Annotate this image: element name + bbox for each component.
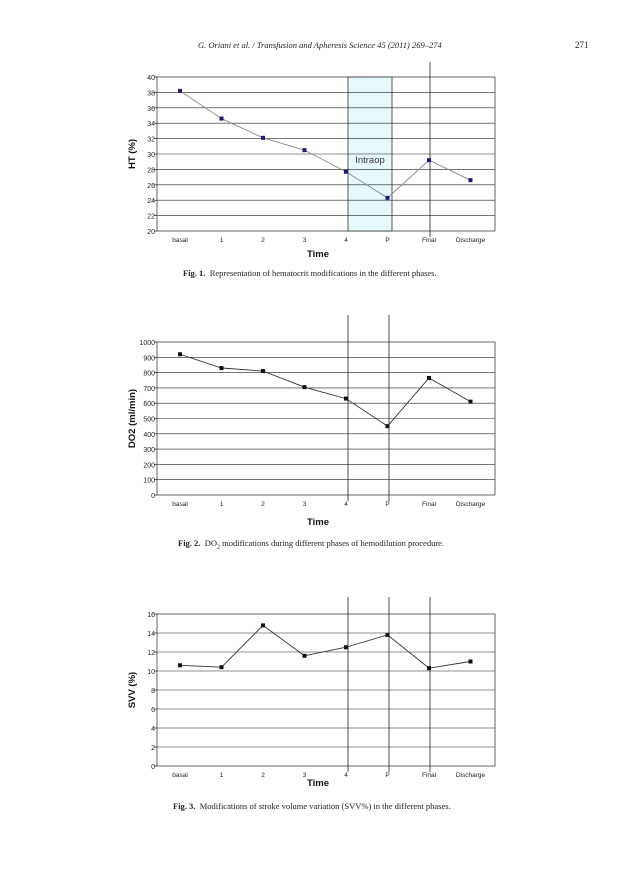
data-point — [386, 633, 390, 637]
y-tick-label: 30 — [147, 152, 155, 159]
data-point — [303, 385, 307, 389]
intraop-annotation: Intraop — [355, 155, 385, 166]
y-tick-label: 300 — [143, 447, 155, 455]
x-tick-label: P — [385, 772, 390, 779]
x-tick-label: 2 — [261, 237, 265, 244]
y-axis-title: HT (%) — [127, 138, 138, 170]
y-tick-label: 200 — [143, 462, 155, 470]
x-tick-label: Discharge — [455, 772, 486, 779]
x-tick-label: P — [385, 501, 390, 508]
x-axis-title: Time — [306, 517, 330, 528]
figure-2-caption-pre: DO — [204, 538, 217, 548]
y-tick-label: 38 — [147, 90, 155, 98]
y-tick-label: 14 — [147, 631, 155, 638]
data-point — [427, 666, 431, 670]
x-tick-label: Final — [421, 501, 437, 508]
y-tick-label: 22 — [147, 213, 155, 221]
figure-2-caption-label: Fig. 2. — [178, 538, 201, 548]
figure-3-svv-chart — [0, 592, 638, 797]
data-point — [344, 397, 348, 401]
y-tick-label: 500 — [143, 416, 155, 424]
x-tick-label: 4 — [344, 501, 348, 508]
y-tick-label: 6 — [151, 707, 155, 714]
x-tick-label: basal — [172, 237, 188, 244]
figure-2-caption-post: modifications during different phases of hemodilution procedure. — [219, 538, 445, 548]
y-tick-label: 36 — [147, 105, 155, 113]
x-axis-title: Time — [306, 249, 330, 260]
x-tick-label: 3 — [302, 501, 307, 508]
x-tick-label: 1 — [219, 237, 224, 244]
x-tick-label: Discharge — [455, 501, 486, 508]
x-tick-label: Discharge — [455, 237, 486, 244]
y-tick-label: 10 — [147, 669, 155, 676]
data-point — [303, 148, 307, 152]
figure-2-do2-chart — [0, 315, 638, 535]
x-tick-label: 2 — [261, 501, 265, 508]
y-tick-label: 26 — [147, 182, 155, 190]
x-tick-label: 3 — [302, 237, 307, 244]
data-point — [178, 352, 182, 356]
x-tick-label: 4 — [344, 772, 348, 779]
data-point — [469, 178, 473, 182]
x-tick-label: 1 — [219, 772, 224, 779]
x-tick-label: Final — [421, 772, 437, 779]
data-point — [386, 196, 390, 200]
x-tick-label: 4 — [344, 237, 348, 244]
y-tick-label: 4 — [151, 726, 155, 733]
figure-3-caption-label: Fig. 3. — [173, 801, 196, 811]
data-point — [261, 136, 265, 140]
data-point — [386, 424, 390, 428]
data-point — [220, 117, 224, 121]
y-tick-label: 0 — [151, 764, 155, 771]
y-tick-label: 800 — [143, 370, 155, 378]
page-header — [0, 40, 638, 54]
y-tick-label: 32 — [147, 136, 155, 144]
page-number: 271 — [575, 40, 589, 50]
y-tick-label: 600 — [143, 401, 155, 409]
data-point — [344, 645, 348, 649]
data-point — [469, 400, 473, 404]
y-axis-title: DO2 (ml/min) — [127, 388, 138, 449]
data-point — [220, 366, 224, 370]
figure-1-caption-label: Fig. 1. — [183, 268, 206, 278]
y-tick-label: 40 — [147, 75, 155, 82]
x-tick-label: basal — [172, 501, 188, 508]
x-tick-label: 1 — [219, 501, 224, 508]
y-tick-label: 28 — [147, 167, 155, 175]
y-tick-label: 100 — [143, 477, 155, 485]
data-point — [220, 665, 224, 669]
y-tick-label: 900 — [143, 355, 155, 363]
x-tick-label: 2 — [261, 772, 265, 779]
y-tick-label: 16 — [147, 612, 155, 619]
data-point — [261, 369, 265, 373]
data-point — [261, 623, 265, 627]
y-tick-label: 400 — [143, 431, 155, 439]
y-tick-label: 700 — [143, 385, 155, 393]
data-point — [427, 376, 431, 380]
y-tick-label: 24 — [147, 198, 155, 206]
y-tick-label: 8 — [151, 688, 155, 695]
figure-2-caption — [178, 538, 444, 551]
y-tick-label: 12 — [147, 650, 155, 657]
data-point — [469, 660, 473, 664]
figure-1-hematocrit-chart — [0, 62, 638, 260]
figure-2-caption-subscript: 2 — [216, 544, 220, 551]
y-tick-label: 1000 — [139, 340, 155, 347]
data-point — [427, 158, 431, 162]
figure-1-caption-text: Representation of hematocrit modifications in the different phases. — [209, 268, 437, 278]
figure-3-caption-text: Modifications of stroke volume variation (SVV%) in the different phases. — [199, 801, 451, 811]
y-tick-label: 2 — [151, 745, 155, 752]
x-tick-label: P — [385, 237, 390, 244]
x-tick-label: basal — [172, 772, 188, 779]
figure-1-caption — [183, 268, 437, 278]
y-tick-label: 34 — [147, 121, 155, 129]
y-tick-label: 0 — [151, 493, 155, 500]
y-tick-label: 20 — [147, 229, 155, 236]
data-point — [344, 170, 348, 174]
data-point — [303, 654, 307, 658]
x-tick-label: 3 — [302, 772, 307, 779]
x-tick-label: Final — [421, 237, 437, 244]
x-axis-title: Time — [306, 778, 330, 789]
data-point — [178, 663, 182, 667]
figure-3-caption — [173, 801, 451, 811]
journal-citation: G. Oriani et al. / Transfusion and Apheresis Science 45 (2011) 269–274 — [198, 40, 442, 50]
y-axis-title: SVV (%) — [127, 671, 138, 709]
data-point — [178, 89, 182, 93]
